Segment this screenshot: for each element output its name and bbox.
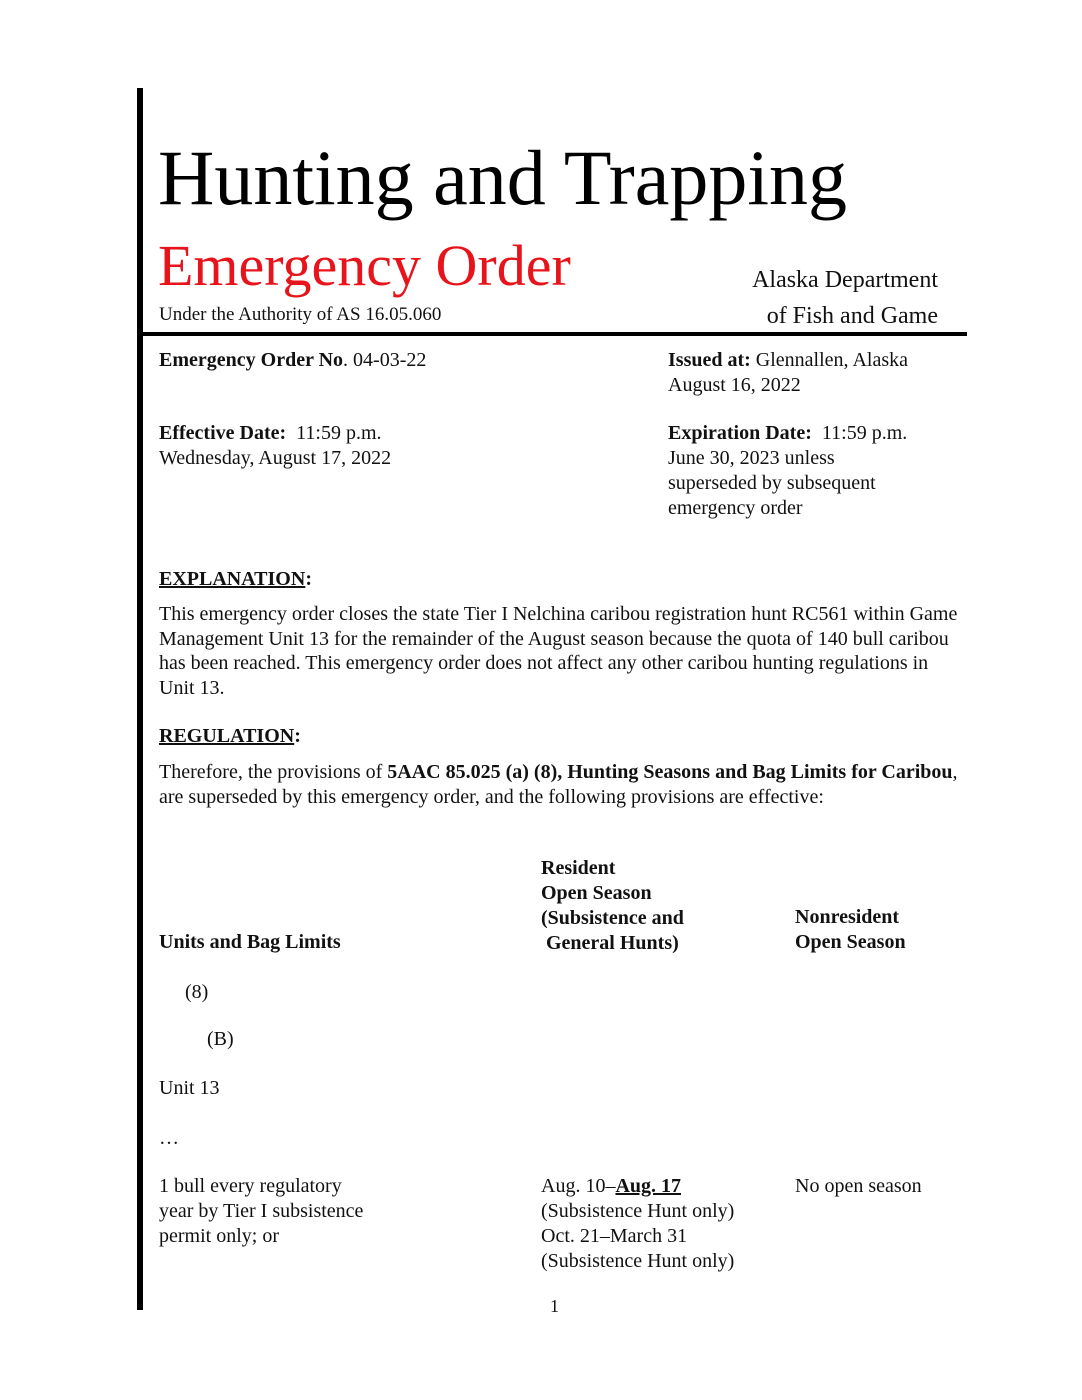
resident-header-line-2: Open Season <box>541 882 652 904</box>
bag-limit-line-1: 1 bull every regulatory <box>159 1175 342 1197</box>
issued-date: August 16, 2022 <box>668 374 801 396</box>
regulation-citation: 5AAC 85.025 (a) (8), Hunting Seasons and Bag Limits for Caribou <box>387 761 953 783</box>
expiration-label: Expiration Date: <box>668 422 812 444</box>
item-8: (8) <box>185 981 209 1003</box>
order-number-label: Emergency Order No <box>159 349 344 371</box>
item-b: (B) <box>207 1028 234 1050</box>
page-number: 1 <box>550 1296 559 1316</box>
expiration-time: 11:59 p.m. <box>811 422 908 444</box>
authority-line: Under the Authority of AS 16.05.060 <box>159 304 442 325</box>
expiration-line-2: June 30, 2023 unless <box>668 447 835 469</box>
nonresident-header-line-1: Nonresident <box>795 906 900 928</box>
resident-header-line-1: Resident <box>541 857 616 879</box>
regulation-heading <box>159 724 301 749</box>
resident-header-line-4: General Hunts) <box>541 932 679 954</box>
ellipsis: … <box>159 1127 179 1149</box>
regulation-body-pre: Therefore, the provisions of <box>159 761 388 783</box>
expiration-info <box>668 421 907 521</box>
expiration-line-4: emergency order <box>668 497 803 519</box>
resident-season-end: Aug. 17 <box>615 1175 682 1197</box>
resident-season-header <box>541 856 684 956</box>
department-name <box>752 262 938 334</box>
nonresident-header-line-2: Open Season <box>795 931 906 953</box>
expiration-line-3: superseded by subsequent <box>668 472 876 494</box>
regulation-heading-text: REGULATION <box>159 725 295 747</box>
resident-header-line-3: (Subsistence and <box>541 907 684 929</box>
department-line-2: of Fish and Game <box>766 303 938 329</box>
resident-season-start: Aug. 10– <box>541 1175 616 1197</box>
bag-limit-line-2: year by Tier I subsistence <box>159 1200 364 1222</box>
nonresident-season: No open season <box>795 1175 922 1197</box>
explanation-heading-text: EXPLANATION <box>159 568 306 590</box>
nonresident-season-header <box>795 905 906 955</box>
issued-info <box>668 348 908 398</box>
order-number <box>159 348 426 373</box>
regulation-body <box>159 760 959 809</box>
header-rule <box>137 332 967 336</box>
resident-season-line-4: (Subsistence Hunt only) <box>541 1250 735 1272</box>
unit-label: Unit 13 <box>159 1077 220 1099</box>
regulation-colon: : <box>294 725 301 747</box>
explanation-body: This emergency order closes the state Tier I Nelchina caribou registration hunt RC561 within Game Management Unit 13 for the remainder of the August season because the quota of 140 bull caribou has been reached. This emergency order does not affect any other caribou hunting regulations in Unit 13. <box>159 603 958 699</box>
document-subtitle: Emergency Order <box>158 233 571 298</box>
resident-season-dates <box>541 1174 734 1274</box>
document-title: Hunting and Trapping <box>158 134 848 221</box>
left-margin-rule <box>137 88 143 1310</box>
regulation-body-post: , are superseded by this emergency order, and the following provisions are effective: <box>159 761 958 808</box>
effective-time: 11:59 p.m. <box>286 422 382 444</box>
effective-label: Effective Date: <box>159 422 287 444</box>
bag-limit-text <box>159 1174 363 1249</box>
resident-season-line-3: Oct. 21–March 31 <box>541 1225 688 1247</box>
explanation-heading <box>159 567 312 592</box>
issued-place: Glennallen, Alaska <box>750 349 908 371</box>
bag-limit-line-3: permit only; or <box>159 1225 279 1247</box>
department-line-1: Alaska Department <box>752 267 938 293</box>
effective-date: Wednesday, August 17, 2022 <box>159 447 392 469</box>
resident-season-line-2: (Subsistence Hunt only) <box>541 1200 735 1222</box>
explanation-colon: : <box>305 568 312 590</box>
issued-label: Issued at: <box>668 349 751 371</box>
effective-info <box>159 421 391 471</box>
order-number-value: . 04-03-22 <box>343 349 427 371</box>
units-bag-limits-header: Units and Bag Limits <box>159 931 341 953</box>
